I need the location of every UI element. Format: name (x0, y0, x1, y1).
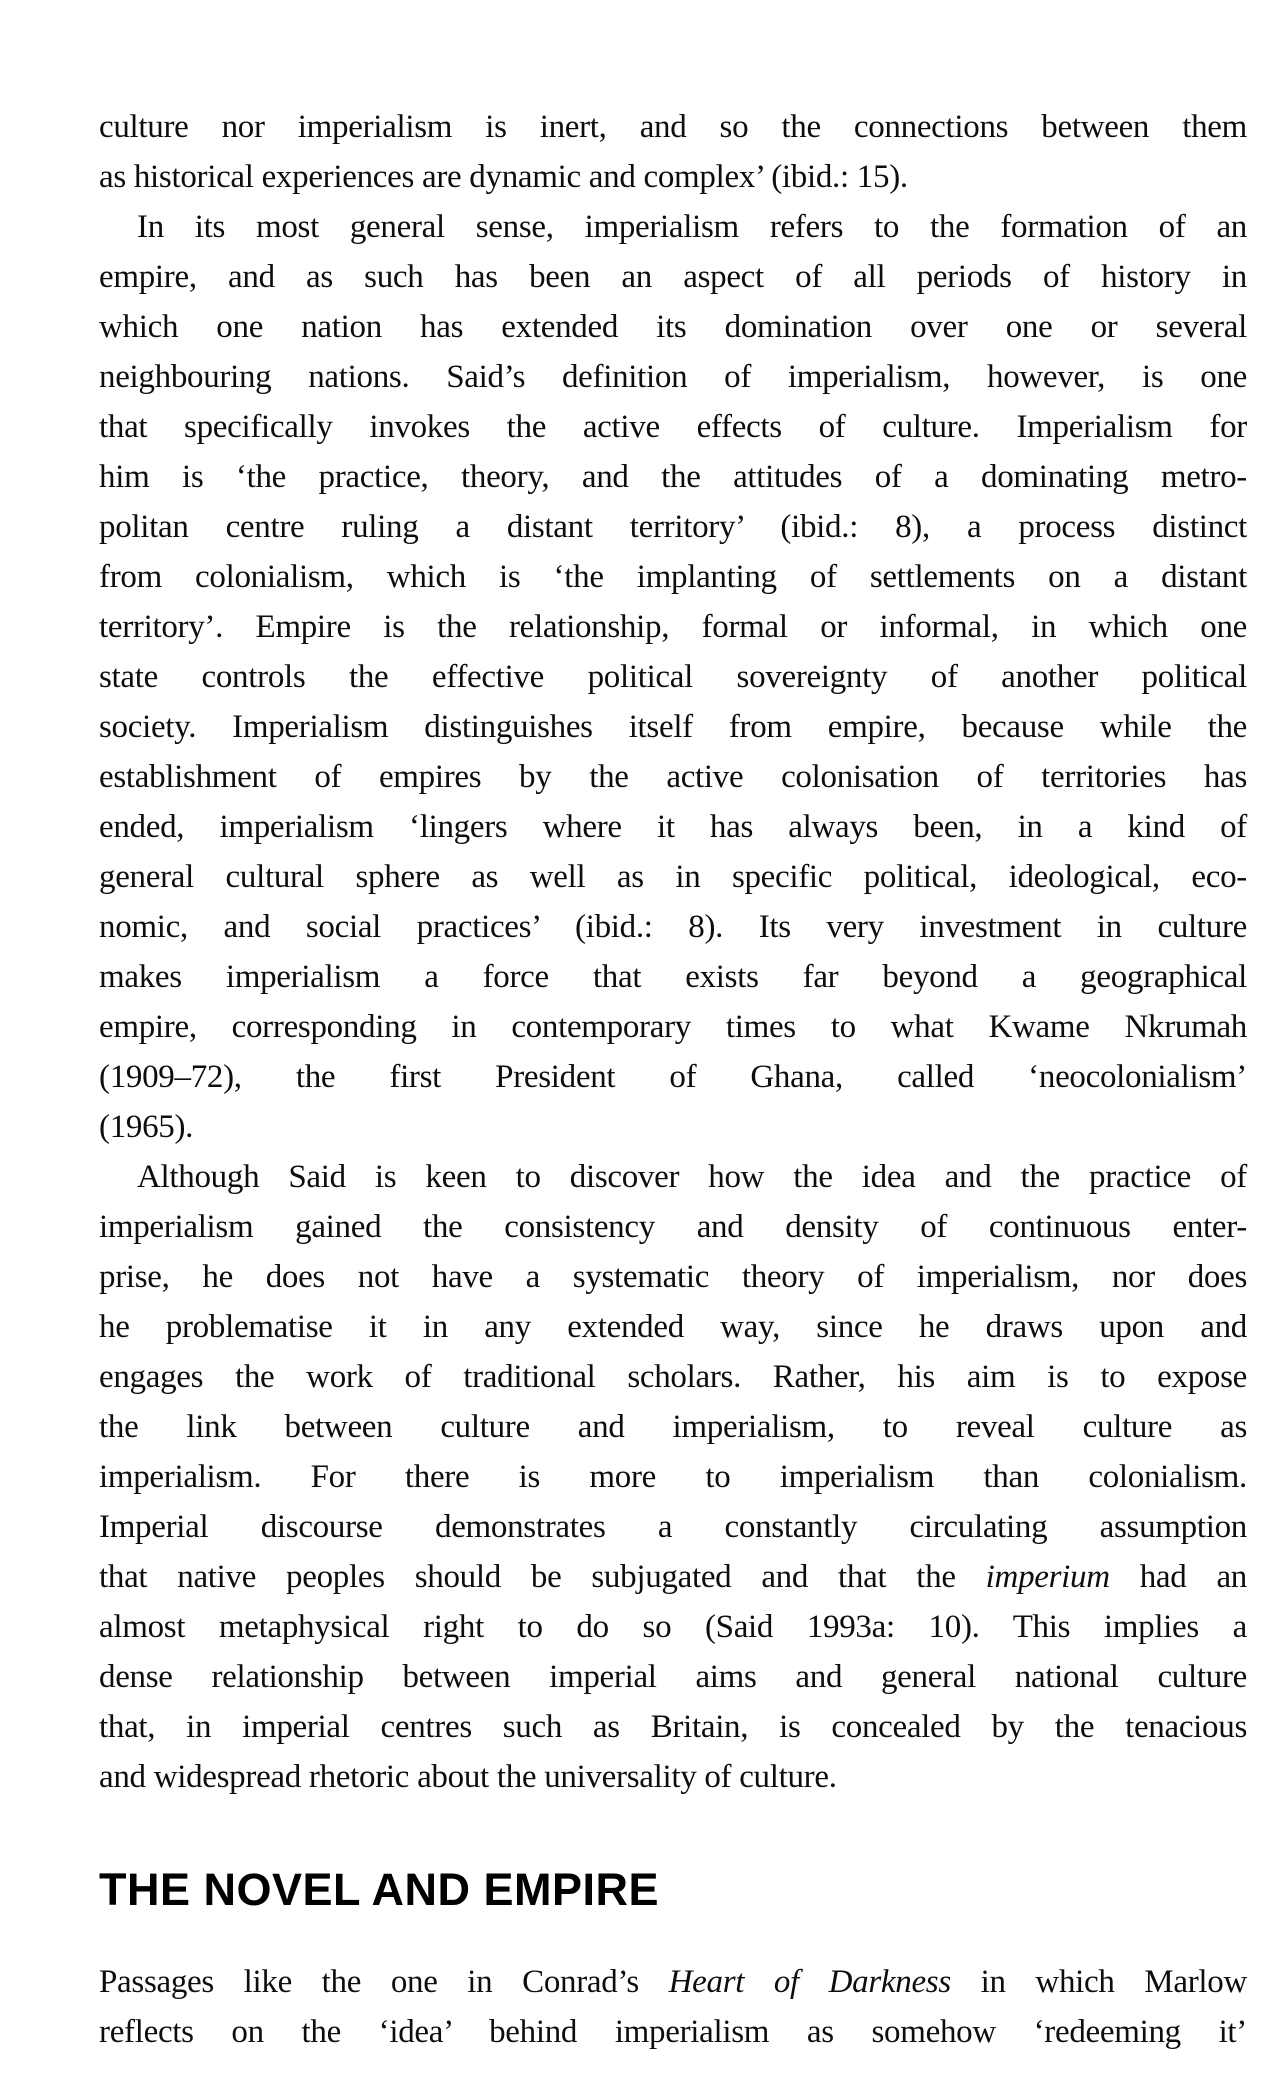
text-segment: Passages like the one in Conrad’s (99, 1964, 669, 2000)
italic-title-heart-of-darkness: Heart of Darkness (668, 1964, 951, 2000)
section-heading: THE NOVEL AND EMPIRE (99, 1864, 660, 1915)
text-line: nomic, and social practices’ (ibid.: 8). Its very investment in culture (99, 909, 1247, 945)
text-line: culture nor imperialism is inert, and so the connections between them (99, 109, 1247, 145)
text-line: neighbouring nations. Said’s definition of imperialism, however, is one (99, 359, 1247, 395)
text-line: as historical experiences are dynamic and complex’ (ibid.: 15). (99, 159, 908, 195)
text-line: that, in imperial centres such as Britain, is concealed by the tenacious (99, 1709, 1247, 1745)
text-line: (1909–72), the first President of Ghana, called ‘neocolonialism’ (99, 1059, 1247, 1095)
text-line (99, 1552, 1247, 1602)
text-line: general cultural sphere as well as in specific political, ideological, eco- (99, 859, 1247, 895)
text-segment: in which Marlow (950, 1964, 1247, 2000)
paragraph-said-theory (99, 1152, 1247, 1802)
text-line: dense relationship between imperial aims and general national culture (99, 1659, 1247, 1695)
text-line: him is ‘the practice, theory, and the attitudes of a dominating metro- (99, 459, 1247, 495)
paragraph-imperialism-definition (99, 202, 1247, 1152)
text-line: empire, and as such has been an aspect of all periods of history in (99, 259, 1247, 295)
text-line: imperialism. For there is more to imperialism than colonialism. (99, 1459, 1247, 1495)
text-line: establishment of empires by the active colonisation of territories has (99, 759, 1247, 795)
paragraph-novel-empire-intro (99, 1957, 1247, 2057)
text-line: prise, he does not have a systematic theory of imperialism, nor does (99, 1259, 1247, 1295)
text-line: almost metaphysical right to do so (Said 1993a: 10). This implies a (99, 1609, 1247, 1645)
text-line: from colonialism, which is ‘the implanting of settlements on a distant (99, 559, 1247, 595)
text-line: makes imperialism a force that exists far beyond a geographical (99, 959, 1247, 995)
text-line: politan centre ruling a distant territory’ (ibid.: 8), a process distinct (99, 509, 1247, 545)
italic-term-imperium: imperium (985, 1559, 1110, 1595)
text-line: which one nation has extended its domination over one or several (99, 309, 1247, 345)
text-line: territory’. Empire is the relationship, formal or informal, in which one (99, 609, 1247, 645)
text-line: and widespread rhetoric about the universality of culture. (99, 1759, 837, 1795)
text-line: engages the work of traditional scholars. Rather, his aim is to expose (99, 1359, 1247, 1395)
text-line: imperialism gained the consistency and density of continuous enter- (99, 1209, 1247, 1245)
text-line: empire, corresponding in contemporary times to what Kwame Nkrumah (99, 1009, 1247, 1045)
text-line: the link between culture and imperialism, to reveal culture as (99, 1409, 1247, 1445)
paragraph-continuation (99, 102, 1247, 202)
text-line: In its most general sense, imperialism refers to the formation of an (137, 209, 1247, 245)
text-line (99, 1957, 1247, 2007)
text-line: Although Said is keen to discover how the idea and the practice of (137, 1159, 1247, 1195)
text-segment: that native peoples should be subjugated and that the (99, 1559, 986, 1595)
text-line: ended, imperialism ‘lingers where it has always been, in a kind of (99, 809, 1247, 845)
text-line: society. Imperialism distinguishes itself from empire, because while the (99, 709, 1247, 745)
text-line: he problematise it in any extended way, since he draws upon and (99, 1309, 1247, 1345)
text-line: reflects on the ‘idea’ behind imperialism as somehow ‘redeeming it’ (99, 2014, 1247, 2050)
text-segment: had an (1109, 1559, 1247, 1595)
text-line: that specifically invokes the active effects of culture. Imperialism for (99, 409, 1247, 445)
text-line: Imperial discourse demonstrates a constantly circulating assumption (99, 1509, 1247, 1545)
text-line: (1965). (99, 1109, 194, 1145)
text-column (99, 102, 1247, 2057)
text-line: state controls the effective political sovereignty of another political (99, 659, 1247, 695)
